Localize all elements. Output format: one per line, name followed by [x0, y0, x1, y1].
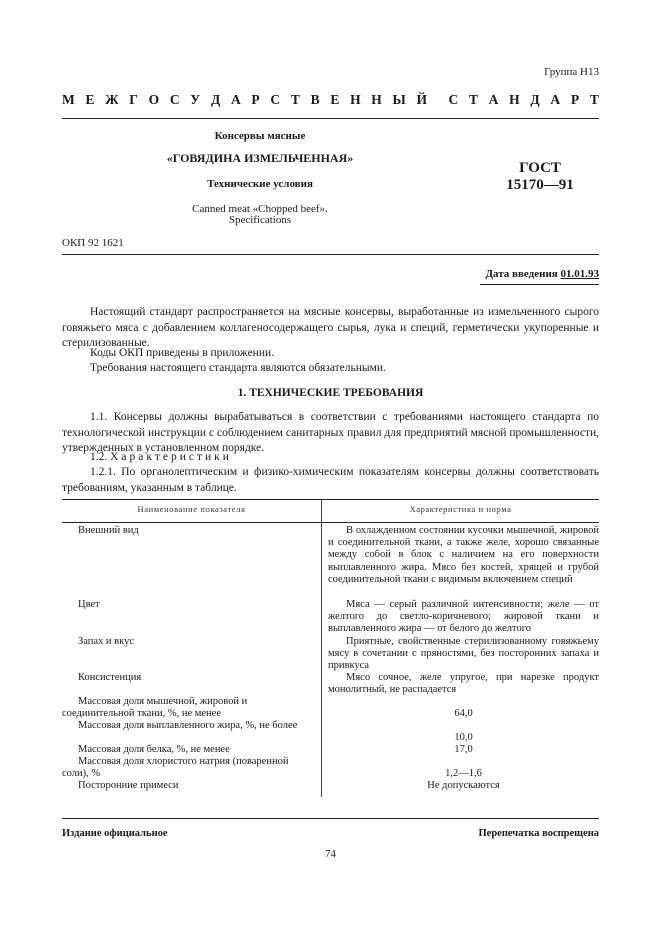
header-indicator: Наименование показателя — [137, 504, 246, 514]
row-name-text: Внешний вид — [78, 525, 139, 536]
row-value-text: В охлажденном состоянии кусочки мышечной, жировой и соединительной ткани, а также желе, хорошо связанные между собой в блок с наличием на его поверхности выплавленного жира. Мясо без костей, хрящей и грубой соединительной ткани с видимым включением специй — [328, 525, 599, 585]
row-value — [328, 636, 599, 673]
row-value-text: Не допускаются — [427, 780, 500, 791]
row-value — [328, 708, 599, 720]
official-edition: Издание официальное — [62, 828, 168, 839]
banner-letter: У — [190, 92, 201, 107]
clause-1-2-1 — [62, 465, 599, 496]
banner-letter: С — [448, 92, 459, 107]
row-name — [62, 720, 310, 732]
row-name-text: Консистенция — [78, 672, 142, 683]
row-value-text: Мяса — серый различной интенсивности; желе — от желтого до светло-коричневого; жировой ткани и выплавленного жира — от белого до желтого — [328, 599, 599, 635]
row-name-text: Цвет — [78, 599, 100, 610]
title-line-1: Консервы мясные — [214, 130, 306, 142]
row-name-text: Массовая доля мышечной, жировой и соединительной ткани, %, не менее — [62, 696, 248, 720]
banner-letter: С — [270, 92, 281, 107]
banner-letter: Д — [530, 92, 540, 107]
row-value-text: Приятные, свойственные стерилизованному говяжьему мясу в сочетании с пряностями, без посторонних запаха и привкуса — [328, 636, 599, 672]
footer-rule — [62, 818, 599, 819]
row-value — [328, 732, 599, 744]
clause-1-2-number: 1.2. — [90, 451, 108, 463]
banner-letter: В — [310, 92, 320, 107]
banner-letter: Н — [371, 92, 382, 107]
row-name — [62, 780, 310, 792]
banner-letter: С — [169, 92, 180, 107]
banner-letter: А — [488, 92, 499, 107]
row-name — [62, 525, 310, 537]
banner-letter: Й — [416, 92, 428, 107]
intro-paragraph-2 — [62, 346, 599, 362]
row-value — [328, 672, 599, 696]
banner-letter: Е — [85, 92, 95, 107]
banner-letter: О — [148, 92, 160, 107]
row-name — [62, 636, 310, 648]
okp-rule — [62, 254, 599, 255]
row-name — [62, 744, 310, 756]
date-label: Дата введения — [485, 268, 558, 280]
group-code: Группа Н13 — [544, 66, 599, 78]
row-name — [62, 696, 310, 720]
introduction-date — [485, 268, 599, 280]
intro-text-3: Требования настоящего стандарта являются обязательными. — [90, 362, 386, 374]
intro-text-2: Коды ОКП приведены в приложении. — [90, 347, 275, 359]
intro-paragraph-3 — [62, 361, 599, 377]
clause-1-2-1-text: 1.2.1. По органолептическим и физико-химическим показателям консервы должны соответствовать требованиям, указанным в таблице. — [62, 466, 599, 494]
banner-letter: Т — [290, 92, 300, 107]
section-title: 1. ТЕХНИЧЕСКИЕ ТРЕБОВАНИЯ — [237, 387, 424, 399]
banner-letter: Е — [330, 92, 340, 107]
page-number: 74 — [325, 848, 336, 860]
row-value-text: 17,0 — [454, 744, 473, 755]
banner-letter: Д — [210, 92, 221, 107]
row-name — [62, 672, 310, 684]
banner-letter: Н — [350, 92, 361, 107]
row-name-text: Запах и вкус — [78, 636, 135, 647]
banner-letter: Ы — [392, 92, 406, 107]
table-header — [62, 499, 599, 523]
row-value — [328, 525, 599, 586]
date-underline — [480, 284, 599, 285]
banner-letter: Р — [251, 92, 260, 107]
okp-code: ОКП 92 1621 — [62, 237, 124, 249]
column-divider — [321, 499, 322, 797]
english-title-2: Specifications — [228, 214, 292, 226]
reprint-prohibited: Перепечатка воспрещена — [478, 828, 599, 839]
intro-paragraph-1 — [62, 305, 599, 352]
clause-1-1-text: 1.1. Консервы должны вырабатываться в соответствии с требованиями настоящего стандарта по технологической инструкции с соблюдением санитарных правил для предприятий мясной промышленности, утвержденных в установленном порядке. — [62, 411, 599, 454]
english-title-1: Canned meat «Chopped beef». — [192, 203, 328, 215]
banner-letter: Г — [129, 92, 138, 107]
row-value-text: 10,0 — [454, 732, 473, 743]
clause-1-2 — [62, 450, 599, 466]
header-norm: Характеристика и норма — [409, 504, 512, 514]
row-value — [328, 768, 599, 780]
row-value-text: 1,2—1,6 — [445, 768, 482, 779]
banner-letter: Т — [468, 92, 478, 107]
row-name — [62, 756, 310, 780]
row-value — [328, 744, 599, 756]
row-value — [328, 780, 599, 792]
intro-text-1: Настоящий стандарт распространяется на мясные консервы, выработанные из измельченного сырого говяжьего мяса с добавлением коллагеносодержащего сырья, лука и специй, герметически укупоренные и стерилизованные. — [62, 306, 599, 349]
row-name — [62, 599, 310, 611]
date-value: 01.01.93 — [560, 268, 599, 280]
gost-label: ГОСТ — [519, 160, 561, 176]
row-name-text: Массовая доля выплавленного жира, %, не более — [78, 720, 298, 731]
gost-number: 15170—91 — [506, 177, 574, 193]
clause-1-2-title: Характеристики — [110, 451, 232, 463]
banner-letter: Н — [509, 92, 520, 107]
banner-letter: Р — [570, 92, 580, 107]
row-name-text: Массовая доля хлористого натрия (поваренной соли), % — [62, 756, 289, 780]
row-name-text: Посторонние примеси — [78, 780, 179, 791]
banner-letter: А — [550, 92, 561, 107]
banner-letter: А — [230, 92, 241, 107]
banner-letter: Т — [589, 92, 599, 107]
title-line-3: Технические условия — [207, 178, 313, 190]
banner-letter: Ж — [105, 92, 119, 107]
interstate-standard-banner — [62, 92, 599, 108]
row-value-text: 64,0 — [454, 708, 473, 719]
title-line-2: «ГОВЯДИНА ИЗМЕЛЬЧЕННАЯ» — [166, 151, 354, 165]
row-name-text: Массовая доля белка, %, не менее — [78, 744, 230, 755]
banner-letter: М — [62, 92, 75, 107]
header-rule — [62, 118, 599, 119]
row-value-text: Мясо сочное, желе упругое, при нарезке продукт монолитный, не распадается — [328, 672, 599, 696]
row-value — [328, 599, 599, 636]
